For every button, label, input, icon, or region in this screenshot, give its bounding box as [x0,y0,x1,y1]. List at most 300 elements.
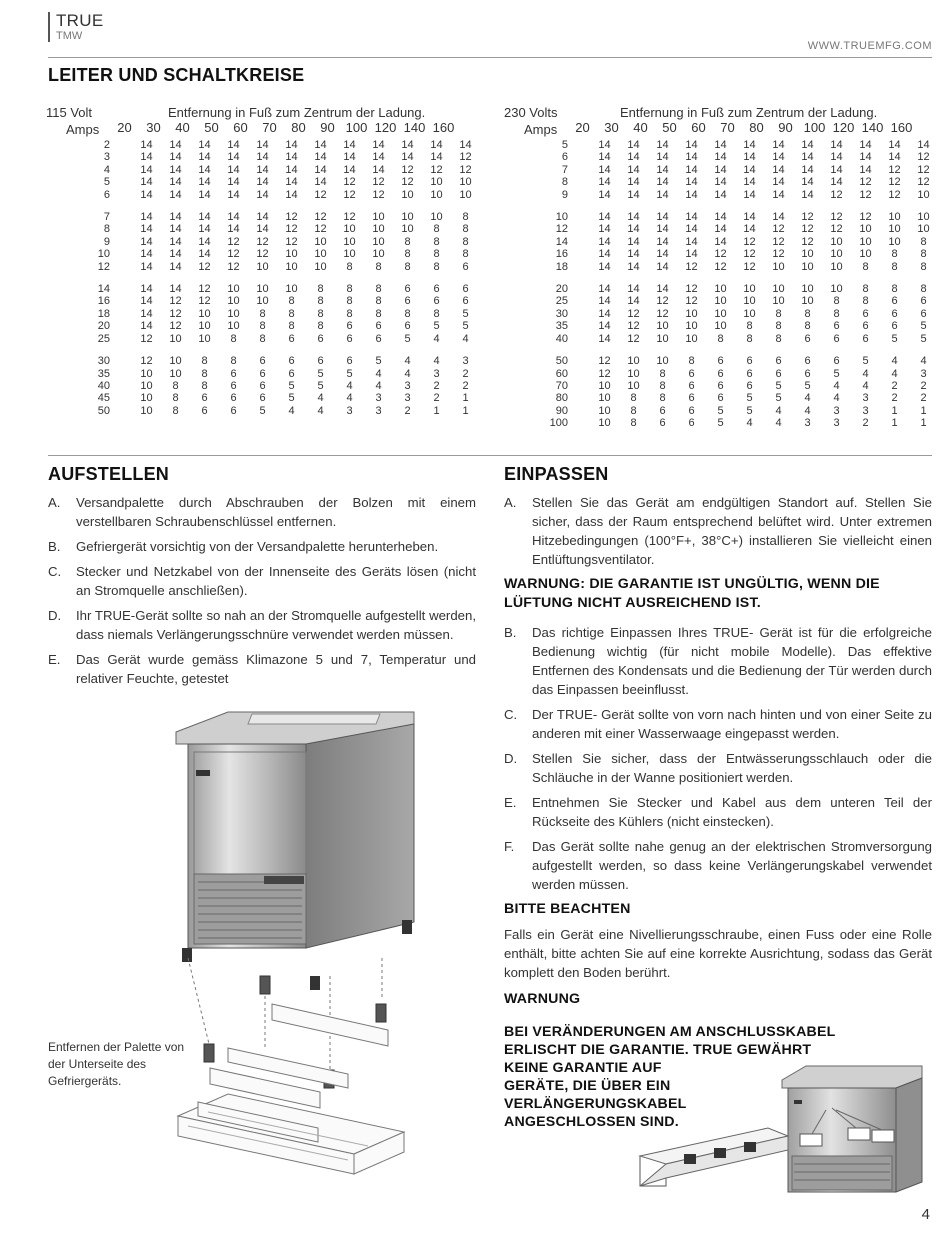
gauge-cell: 14 [801,188,814,201]
gauge-cell: 8 [317,283,324,296]
gauge-cell: 12 [801,235,814,248]
gauge-cell: 2 [891,392,898,405]
gauge-cell: 10 [227,320,240,333]
distance-header-cell: 160 [890,120,913,135]
gauge-cell: 8 [804,307,811,320]
gauge-cell: 12 [459,163,472,176]
gauge-cell: 10 [372,211,385,224]
gauge-cell: 6 [288,355,295,368]
gauge-cell: 12 [685,260,698,273]
gauge-cell: 14 [140,188,153,201]
gauge-cell: 12 [685,283,698,296]
gauge-cell: 5 [404,332,411,345]
amps-cell: 80 [555,392,568,405]
gauge-cell: 4 [317,392,324,405]
gauge-cell: 10 [830,248,843,261]
gauge-cell: 10 [314,235,327,248]
gauge-cell: 8 [862,260,869,273]
gauge-cell: 6 [833,332,840,345]
gauge-cell: 14 [627,283,640,296]
gauge-cell: 14 [656,139,669,151]
gauge-cell: 6 [920,295,927,308]
table-row [504,236,938,248]
gauge-cell: 8 [462,223,469,236]
gauge-cell: 8 [717,332,724,345]
gauge-cell: 14 [714,235,727,248]
gauge-cell: 1 [433,404,440,417]
gauge-cell: 5 [746,392,753,405]
gauge-cell: 8 [746,332,753,345]
gauge-cell: 14 [772,139,785,151]
extension-cord-illustration [636,1060,926,1200]
gauge-cell: 12 [140,355,153,368]
gauge-cell: 14 [140,320,153,333]
table-row [46,189,480,201]
amps-cell: 6 [103,188,110,201]
gauge-cell: 8 [201,367,208,380]
gauge-cell: 10 [772,260,785,273]
amps-cell: 50 [555,355,568,368]
gauge-cell: 8 [375,283,382,296]
gauge-cell: 12 [859,211,872,224]
gauge-cell: 14 [685,176,698,189]
gauge-cell: 2 [462,379,469,392]
gauge-cell: 4 [404,355,411,368]
note-title: BITTE BEACHTEN [504,901,631,917]
distance-header-cell: 140 [861,120,884,135]
amps-cell: 9 [103,235,110,248]
gauge-cell: 8 [630,417,637,430]
gauge-cell: 10 [314,248,327,261]
gauge-cell: 14 [656,235,669,248]
gauge-cell: 8 [833,307,840,320]
gauge-cell: 12 [917,163,930,176]
gauge-cell: 6 [433,283,440,296]
gauge-cell: 14 [714,151,727,164]
gauge-cell: 12 [772,235,785,248]
gauge-cell: 14 [227,223,240,236]
gauge-cell: 14 [656,248,669,261]
gauge-cell: 8 [288,307,295,320]
gauge-cell: 14 [372,163,385,176]
gauge-cell: 14 [743,139,756,151]
gauge-cell: 10 [343,235,356,248]
gauge-cell: 14 [685,248,698,261]
gauge-cell: 14 [656,223,669,236]
gauge-cell: 12 [285,211,298,224]
gauge-cell: 14 [888,139,901,151]
gauge-cell: 14 [140,211,153,224]
gauge-cell: 10 [830,260,843,273]
gauge-cell: 14 [198,151,211,164]
gauge-cell: 14 [256,176,269,189]
gauge-cell: 12 [343,176,356,189]
gauge-cell: 1 [462,392,469,405]
amps-cell: 35 [555,320,568,333]
gauge-cell: 12 [169,320,182,333]
gauge-cell: 2 [862,417,869,430]
gauge-cell: 2 [462,367,469,380]
gauge-cell: 14 [743,223,756,236]
gauge-cell: 8 [659,392,666,405]
table-row [46,320,480,332]
gauge-cell: 6 [259,379,266,392]
gauge-cell: 14 [198,188,211,201]
gauge-cell: 12 [627,307,640,320]
gauge-cell: 10 [430,176,443,189]
gauge-cell: 3 [433,367,440,380]
gauge-cell: 6 [259,392,266,405]
install-item: C. Stecker und Netzkabel von der Innenseite des Geräts lösen (nicht an Stromquelle anschließen). [48,564,476,598]
gauge-cell: 8 [862,295,869,308]
gauge-cell: 14 [285,176,298,189]
gauge-cell: 12 [656,307,669,320]
table-row [504,223,938,235]
gauge-cell: 6 [833,355,840,368]
gauge-cell: 6 [688,367,695,380]
gauge-cell: 12 [801,211,814,224]
gauge-cell: 6 [659,404,666,417]
gauge-cell: 12 [314,223,327,236]
gauge-cell: 14 [685,151,698,164]
gauge-cell: 14 [256,139,269,151]
gauge-cell: 5 [775,392,782,405]
gauge-cell: 5 [288,379,295,392]
extension-cord-warning: BEI VERÄNDERUNGEN AM ANSCHLUSSKABEL ERLISCHT DIE GARANTIE. TRUE GEWÄHRT KEINE GARANTIE AUF GERÄTE, DIE ÜBER EIN VERLÄNGERUNGSKABEL ANGESCHLOSSEN SIND. [504,1024,836,1130]
gauge-cell: 12 [198,295,211,308]
gauge-cell: 10 [598,417,611,430]
gauge-cell: 3 [833,404,840,417]
gauge-cell: 10 [917,211,930,224]
gauge-cell: 10 [743,283,756,296]
table-row [46,139,480,151]
gauge-cell: 8 [201,355,208,368]
gauge-cell: 5 [462,320,469,333]
gauge-cell: 14 [685,235,698,248]
gauge-cell: 12 [888,176,901,189]
gauge-cell: 8 [172,379,179,392]
gauge-cell: 14 [169,176,182,189]
table-row [46,295,480,307]
gauge-cell: 10 [198,307,211,320]
gauge-cell: 12 [256,248,269,261]
gauge-cell: 10 [656,355,669,368]
table-row [504,139,938,151]
gauge-cell: 14 [256,188,269,201]
gauge-cell: 8 [375,295,382,308]
gauge-cell: 10 [256,260,269,273]
amps-cell: 40 [97,379,110,392]
gauge-cell: 14 [685,163,698,176]
gauge-cell: 6 [688,417,695,430]
gauge-cell: 8 [433,223,440,236]
distance-header-cell: 140 [403,120,426,135]
gauge-cell: 14 [401,151,414,164]
gauge-cell: 8 [891,248,898,261]
gauge-cell: 6 [746,367,753,380]
table-row [46,151,480,163]
gauge-cell: 14 [772,163,785,176]
gauge-cell: 10 [169,332,182,345]
gauge-cell: 4 [433,332,440,345]
gauge-cell: 10 [430,211,443,224]
gauge-cell: 14 [598,332,611,345]
gauge-cell: 10 [169,355,182,368]
gauge-cell: 6 [317,355,324,368]
fitting-item: B. Das richtige Einpassen Ihres TRUE- Gerät ist für die erfolgreiche Bedienung wichtig (für nicht mobile Modelle). Das effektive Entfernen des Kondensats und die Bedienung der Tür werden durch das Einpassen beeinflusst. [504,625,932,697]
gauge-cell: 14 [627,188,640,201]
gauge-cell: 14 [801,151,814,164]
gauge-cell: 12 [830,188,843,201]
gauge-cell: 14 [656,260,669,273]
gauge-cell: 10 [372,248,385,261]
amps-cell: 14 [555,235,568,248]
distance-header-cell: 90 [778,120,793,135]
table-row [504,151,938,163]
gauge-cell: 14 [801,139,814,151]
gauge-cell: 14 [859,139,872,151]
gauge-cell: 14 [256,163,269,176]
gauge-cell: 10 [801,295,814,308]
gauge-cell: 14 [859,151,872,164]
brand-name: TRUE [56,11,104,30]
gauge-cell: 6 [717,392,724,405]
table-row [46,176,480,188]
gauge-cell: 10 [227,307,240,320]
distance-header-cell: 80 [749,120,764,135]
gauge-cell: 14 [227,139,240,151]
gauge-cell: 12 [772,248,785,261]
gauge-cell: 10 [343,248,356,261]
gauge-cell: 8 [346,295,353,308]
fitting-item: F. Das Gerät sollte nahe genug an der elektrischen Stromversorgung aufgestellt werden, so dass keine Verlängerungskabel verwendet werden müssen. [504,839,932,892]
gauge-cell: 14 [198,176,211,189]
gauge-cell: 8 [375,307,382,320]
warning-title: WARNUNG [504,991,581,1007]
gauge-cell: 12 [314,188,327,201]
gauge-cell: 6 [230,367,237,380]
gauge-cell: 14 [430,139,443,151]
gauge-cell: 3 [375,392,382,405]
gauge-cell: 10 [598,379,611,392]
amps-cell: 100 [549,417,568,430]
gauge-cell: 10 [714,307,727,320]
table-row [504,248,938,260]
gauge-cell: 3 [862,404,869,417]
amps-cell: 12 [555,223,568,236]
distance-header-cell: 100 [803,120,826,135]
install-title: AUFSTELLEN [48,464,169,484]
gauge-cell: 14 [743,211,756,224]
gauge-cell: 12 [459,151,472,164]
gauge-cell: 6 [717,355,724,368]
amps-label: Amps [66,122,100,137]
gauge-cell: 14 [140,176,153,189]
gauge-cell: 5 [775,379,782,392]
gauge-cell: 10 [917,223,930,236]
gauge-cell: 12 [256,235,269,248]
fitting-item: E. Entnehmen Sie Stecker und Kabel aus dem unteren Teil der Rückseite des Kühlers (nicht einstecken). [504,795,932,829]
gauge-cell: 10 [459,188,472,201]
gauge-cell: 10 [285,260,298,273]
gauge-cell: 14 [140,151,153,164]
wiring-title: LEITER UND SCHALTKREISE [48,65,305,85]
gauge-cell: 14 [743,188,756,201]
gauge-cell: 2 [404,404,411,417]
gauge-cell: 14 [169,188,182,201]
gauge-cell: 14 [801,176,814,189]
gauge-cell: 12 [285,223,298,236]
gauge-cell: 14 [772,176,785,189]
table-row [504,283,938,295]
gauge-cell: 14 [598,151,611,164]
gauge-cell: 8 [433,307,440,320]
distance-header-cell: 120 [832,120,855,135]
fitting-item: C. Der TRUE- Gerät sollte von vorn nach hinten und von einer Seite zu anderen mit einer Wasserwaage eingepasst werden. [504,707,932,741]
gauge-cell: 8 [230,355,237,368]
gauge-cell: 14 [314,139,327,151]
gauge-cell: 14 [256,223,269,236]
ventilation-warning: WARNUNG: DIE GARANTIE IST UNGÜLTIG, WENN DIE LÜFTUNG NICHT AUSREICHEND IST. [504,576,880,611]
gauge-cell: 10 [401,211,414,224]
amps-cell: 14 [97,283,110,296]
gauge-cell: 10 [888,211,901,224]
gauge-cell: 8 [659,367,666,380]
gauge-cell: 6 [659,417,666,430]
gauge-cell: 10 [314,260,327,273]
amps-cell: 16 [555,248,568,261]
gauge-cell: 12 [314,211,327,224]
distance-header-cell: 30 [604,120,619,135]
gauge-cell: 14 [314,163,327,176]
gauge-cell: 14 [343,139,356,151]
amps-cell: 8 [103,223,110,236]
gauge-cell: 6 [891,295,898,308]
distance-heading: Entfernung in Fuß zum Zentrum der Ladung. [168,105,426,120]
table-row [504,211,938,223]
amps-cell: 35 [97,367,110,380]
gauge-cell: 14 [140,139,153,151]
gauge-cell: 6 [688,404,695,417]
gauge-cell: 4 [891,367,898,380]
gauge-cell: 10 [256,295,269,308]
gauge-cell: 8 [630,392,637,405]
gauge-cell: 4 [804,404,811,417]
gauge-cell: 14 [140,260,153,273]
gauge-cell: 3 [920,367,927,380]
gauge-cell: 10 [430,188,443,201]
gauge-cell: 14 [627,248,640,261]
gauge-cell: 12 [401,176,414,189]
distance-header-cell: 160 [432,120,455,135]
gauge-cell: 8 [862,283,869,296]
gauge-cell: 12 [430,163,443,176]
gauge-cell: 10 [198,320,211,333]
gauge-cell: 12 [772,223,785,236]
gauge-cell: 10 [627,367,640,380]
gauge-cell: 12 [627,332,640,345]
gauge-cell: 12 [714,260,727,273]
gauge-cell: 10 [714,283,727,296]
gauge-cell: 6 [259,355,266,368]
gauge-cell: 4 [775,404,782,417]
amps-cell: 7 [103,211,110,224]
gauge-cell: 6 [404,283,411,296]
install-item: A. Versandpalette durch Abschrauben der Bolzen mit einem verstellbaren Schraubenschlüssel entfernen. [48,495,476,529]
gauge-cell: 10 [285,283,298,296]
gauge-cell: 8 [462,248,469,261]
gauge-cell: 14 [598,283,611,296]
gauge-cell: 6 [688,392,695,405]
distance-header-cell: 20 [117,120,132,135]
gauge-cell: 12 [830,223,843,236]
gauge-cell: 14 [830,163,843,176]
gauge-cell: 14 [656,283,669,296]
gauge-cell: 14 [227,211,240,224]
gauge-cell: 1 [920,404,927,417]
gauge-cell: 6 [891,320,898,333]
gauge-cell: 10 [830,283,843,296]
gauge-cell: 1 [891,404,898,417]
gauge-cell: 12 [401,163,414,176]
amps-cell: 10 [555,211,568,224]
fitting-title: EINPASSEN [504,464,609,484]
gauge-cell: 12 [743,260,756,273]
table-row [46,223,480,235]
gauge-cell: 12 [743,248,756,261]
gauge-cell: 10 [859,223,872,236]
gauge-cell: 14 [140,163,153,176]
gauge-cell: 8 [288,295,295,308]
gauge-cell: 12 [140,332,153,345]
gauge-cell: 8 [920,235,927,248]
gauge-cell: 12 [198,260,211,273]
gauge-cell: 8 [404,235,411,248]
gauge-cell: 4 [375,367,382,380]
gauge-cell: 10 [772,283,785,296]
gauge-cell: 14 [198,211,211,224]
gauge-cell: 14 [714,139,727,151]
amps-cell: 60 [555,367,568,380]
gauge-cell: 6 [201,404,208,417]
model-name: TMW [56,30,83,42]
gauge-cell: 12 [598,355,611,368]
amps-cell: 2 [103,139,110,151]
gauge-cell: 12 [343,211,356,224]
distance-heading: Entfernung in Fuß zum Zentrum der Ladung. [620,105,878,120]
gauge-cell: 5 [920,320,927,333]
gauge-cell: 14 [198,139,211,151]
gauge-cell: 8 [630,404,637,417]
gauge-cell: 14 [314,151,327,164]
gauge-cell: 8 [891,283,898,296]
gauge-cell: 14 [598,139,611,151]
gauge-cell: 14 [198,163,211,176]
gauge-cell: 10 [772,295,785,308]
gauge-cell: 14 [627,151,640,164]
gauge-cell: 4 [462,332,469,345]
gauge-cell: 6 [804,332,811,345]
gauge-cell: 10 [801,260,814,273]
install-section [48,464,476,694]
gauge-cell: 12 [859,188,872,201]
distance-header-cell: 40 [175,120,190,135]
gauge-cell: 14 [401,139,414,151]
gauge-cell: 14 [372,139,385,151]
install-item: B. Gefriergerät vorsichtig von der Versandpalette herunterheben. [48,539,439,554]
install-item: D. Ihr TRUE-Gerät sollte so nah an der Stromquelle aufgestellt werden, dass niemals Verlängerungsschnüre verwendet werden müssen. [48,608,476,642]
amps-cell: 25 [97,332,110,345]
